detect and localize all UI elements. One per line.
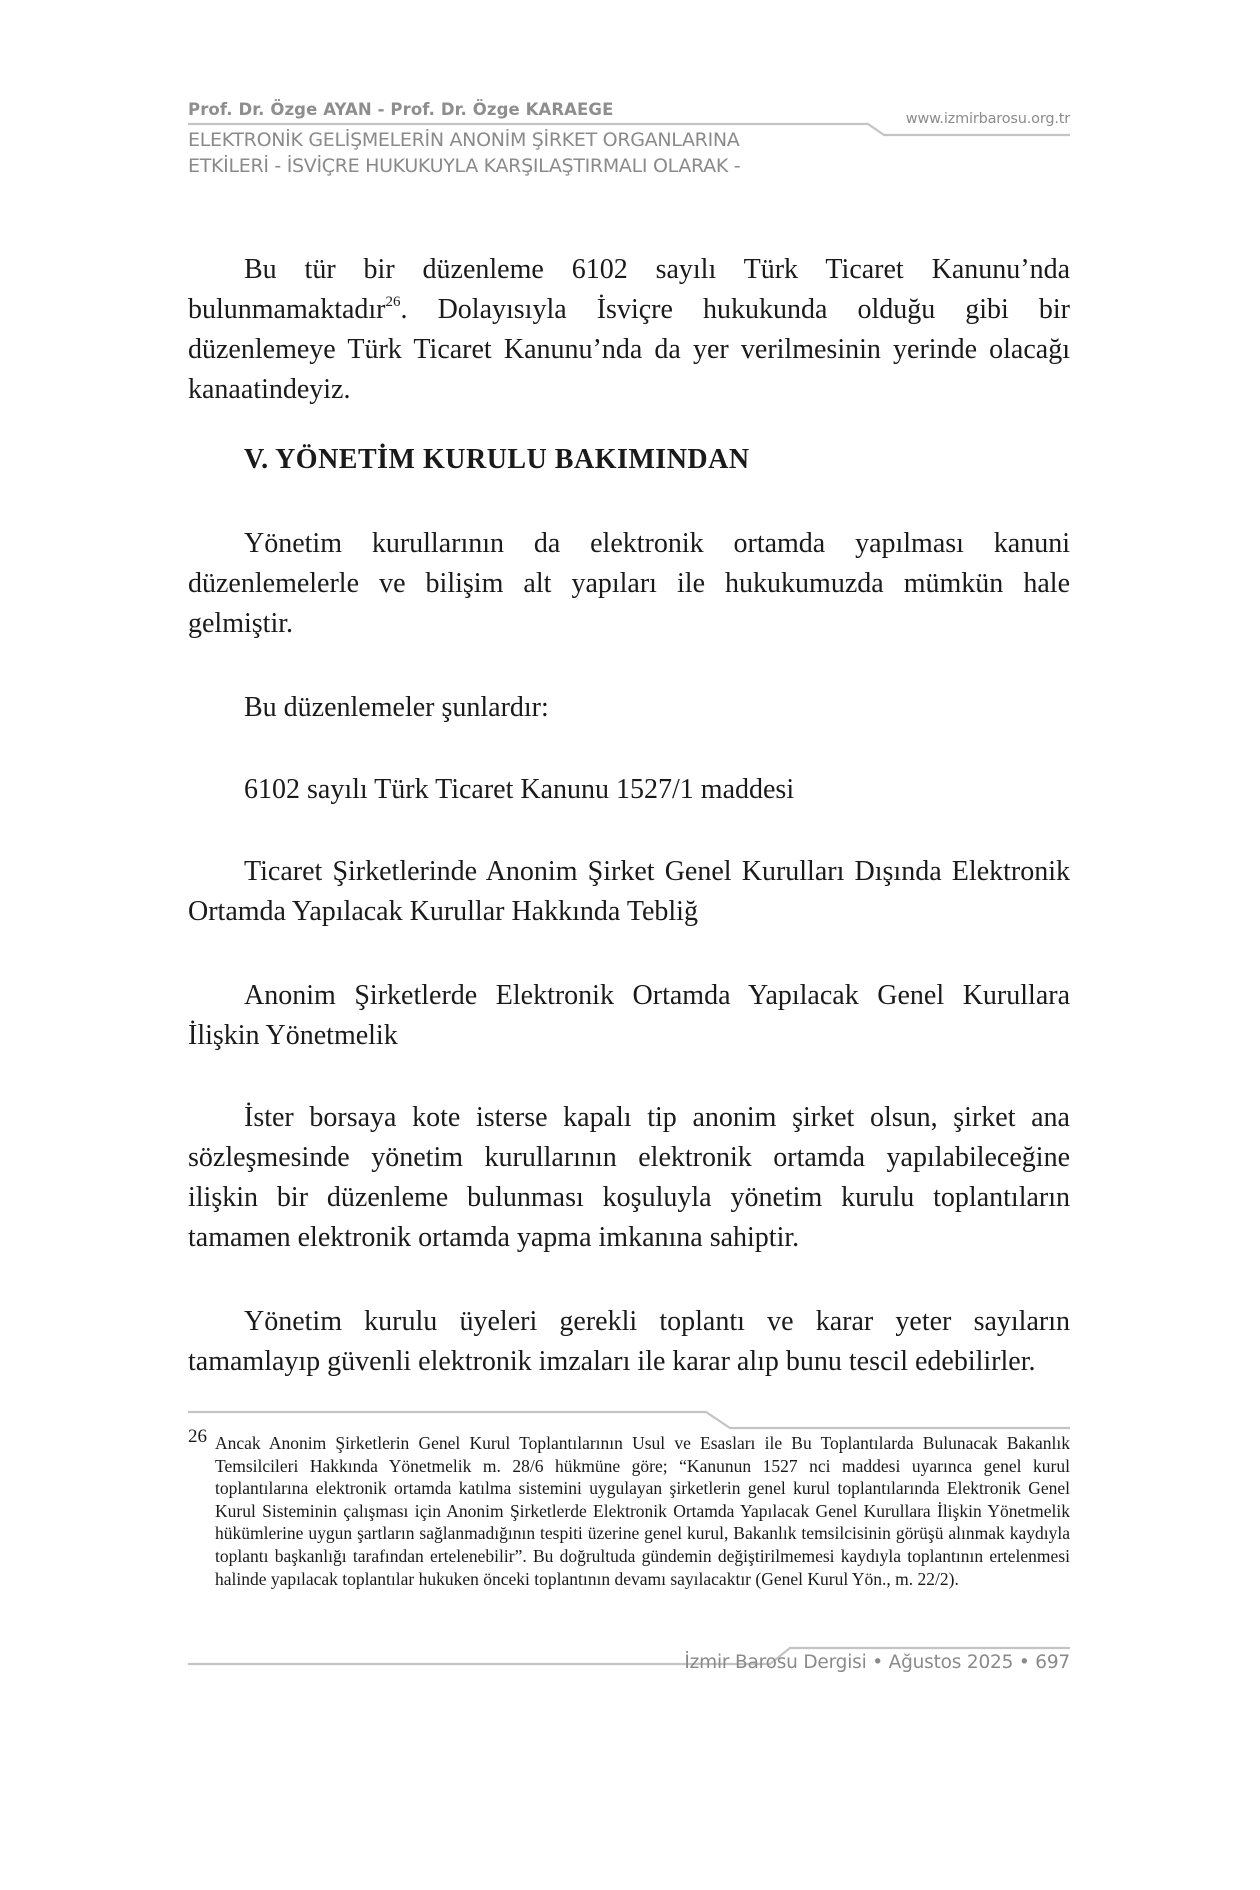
paragraph-5-text: Yönetim kurulu üyeleri gerekli toplantı ve karar yeter sayıların tamamlayıp güvenli elektronik imzaları ile karar alıp bunu tescil edebilirler. xyxy=(188,1306,1070,1377)
paragraph-2-text: Yönetim kurullarının da elektronik ortamda yapılması kanuni düzenlemelerle ve bilişim alt yapıları ile hukukumuzda mümkün hale gelmiştir. xyxy=(188,528,1070,639)
paragraph-1 xyxy=(188,250,1070,410)
regulation-item-2: Ticaret Şirketlerinde Anonim Şirket Genel Kurulları Dışında Elektronik Ortamda Yapılacak Kurullar Hakkında Tebliğ xyxy=(188,856,1070,927)
paragraph-4 xyxy=(188,1098,1070,1258)
footnote-reference[interactable]: 26 xyxy=(385,294,401,310)
running-header-title-line-2: ETKİLERİ - İSVİÇRE HUKUKUYLA KARŞILAŞTIRMALI OLARAK - xyxy=(188,155,741,177)
website-link[interactable]: www.izmirbarosu.org.tr xyxy=(905,111,1070,127)
regulation-item xyxy=(188,770,1070,810)
paragraph-1-text-b: . Dolayısıyla İsviçre hukukunda olduğu gibi bir düzenlemeye Türk Ticaret Kanunu’nda da yer verilmesinin yerinde olacağı kanaatindeyiz. xyxy=(188,294,1070,405)
section-heading: V. YÖNETİM KURULU BAKIMINDAN xyxy=(244,444,750,475)
running-header-authors: Prof. Dr. Özge AYAN - Prof. Dr. Özge KARAEGE xyxy=(188,100,614,119)
paragraph-1-text-a: Bu tür bir düzenleme 6102 sayılı Türk Ticaret Kanunu’nda bulunmamaktadır xyxy=(188,254,1070,325)
paragraph-3 xyxy=(188,688,1070,728)
paragraph-2 xyxy=(188,524,1070,644)
paragraph-5 xyxy=(188,1302,1070,1382)
footer-separator: • xyxy=(1018,1652,1030,1673)
regulation-item-3: Anonim Şirketlerde Elektronik Ortamda Yapılacak Genel Kurullara İlişkin Yönetmelik xyxy=(188,980,1070,1051)
regulation-item xyxy=(188,976,1070,1056)
footnote-text: Ancak Anonim Şirketlerin Genel Kurul Toplantılarının Usul ve Esasları ile Bu Toplantılarda Bulunacak Bakanlık Temsilcileri Hakkında Yönetmelik m. 28/6 hükmüne göre; “Kanunun 1527 nci maddesi uyarınca genel kurul toplantılarına elektronik ortamda katılma sistemini uygulayan şirketlerin genel kurul toplantılarında Elektronik Genel Kurul Sisteminin çalışması için Anonim Şirketlerde Elektronik Ortamda Yapılacak Genel Kurullara İlişkin Yönetmelik hükümlerine uygun şartların sağlanmadığının tespiti üzerine genel kurul, Bakanlık temsilcisinin görüşü alınmak kaydıyla toplantı başkanlığı tarafından ertelenebilir”. Bu doğrultuda gündemin değiştirilmemesi kaydıyla toplantının ertelenmesi halinde yapılacak toplantılar hukuken önceki toplantının devamı sayılacaktır (Genel Kurul Yön., m. 22/2). xyxy=(215,1433,1070,1589)
footnote-number: 26 xyxy=(188,1426,207,1447)
footnote xyxy=(188,1426,1070,1590)
page-number: 697 xyxy=(1035,1652,1070,1673)
running-header-title xyxy=(188,127,740,179)
footer-journal-name: İzmir Barosu Dergisi xyxy=(684,1652,867,1673)
running-header-title-line-1: ELEKTRONİK GELİŞMELERİN ANONİM ŞİRKET ORGANLARINA xyxy=(188,129,740,151)
regulation-item-1: 6102 sayılı Türk Ticaret Kanunu 1527/1 maddesi xyxy=(244,774,795,805)
paragraph-4-text: İster borsaya kote isterse kapalı tip anonim şirket olsun, şirket ana sözleşmesinde yönetim kurullarının elektronik ortamda yapılabileceğine ilişkin bir düzenleme bulunması koşuluyla yönetim kurulu toplantıların tamamen elektronik ortamda yapma imkanına sahiptir. xyxy=(188,1102,1070,1253)
footer-issue-date: Ağustos 2025 xyxy=(888,1652,1014,1673)
paragraph-3-text: Bu düzenlemeler şunlardır: xyxy=(244,692,549,723)
regulation-item xyxy=(188,852,1070,932)
page-footer xyxy=(684,1652,1070,1673)
footer-separator: • xyxy=(872,1652,883,1673)
